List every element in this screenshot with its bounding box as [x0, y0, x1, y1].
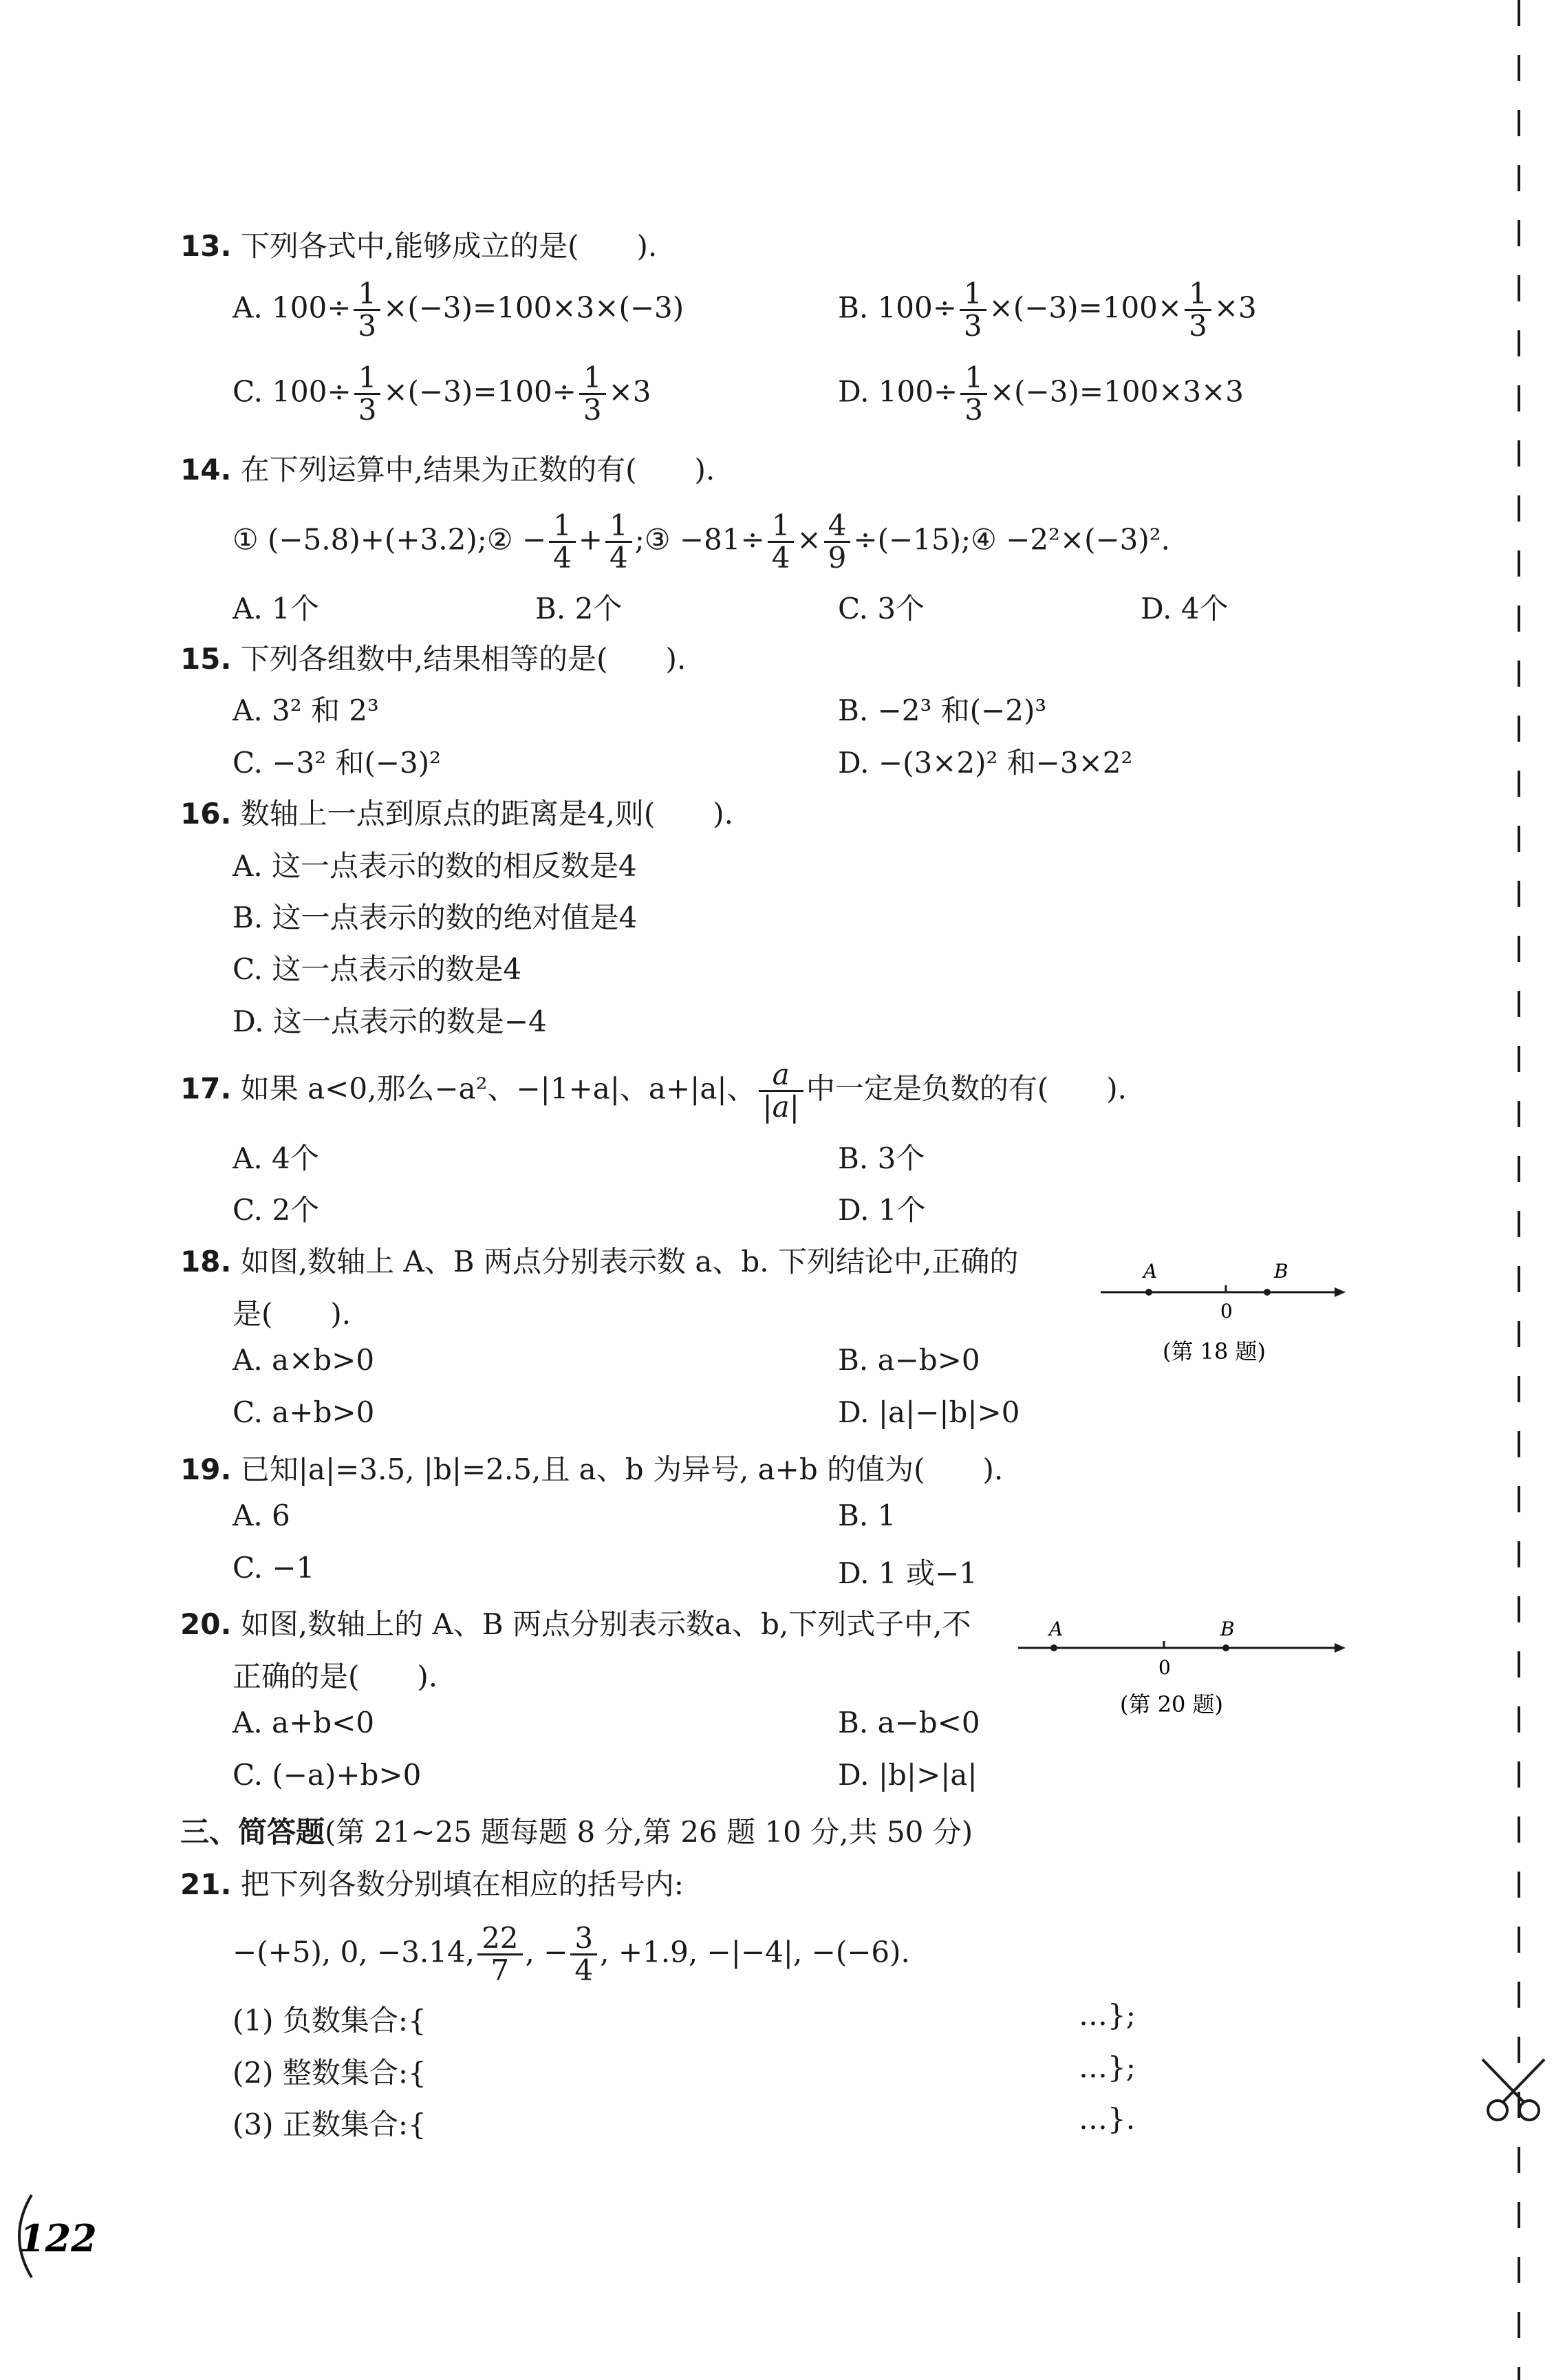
q14-option-a[interactable]: A. 1个 — [233, 592, 319, 625]
q18-option-a[interactable]: A. a×b>0 — [233, 1343, 375, 1377]
q18-stem-line2: 是( ). — [233, 1297, 352, 1331]
q15-option-b[interactable]: B. −2³ 和(−2)³ — [838, 694, 1047, 727]
label-b: B — [1220, 1618, 1235, 1640]
point-b — [1222, 1644, 1229, 1651]
label-a: A — [1049, 1618, 1064, 1640]
q20-option-b[interactable]: B. a−b<0 — [838, 1706, 980, 1739]
fraction: $\frac{a}{|a|}$ — [759, 1060, 803, 1122]
axis-arrow — [1335, 1643, 1346, 1653]
fraction: $\frac{1}{4}$ — [768, 511, 795, 573]
q19-stem: 19. 已知|a|=3.5, |b|=2.5,且 a、b 为异号, a+b 的值为( ). — [180, 1452, 1004, 1486]
q18-stem-line1: 18. 如图,数轴上 A、B 两点分别表示数 a、b. 下列结论中,正确的 — [180, 1245, 1019, 1278]
page-number-badge — [4, 2188, 97, 2284]
q21-set-integer-end: …}; — [1079, 2050, 1136, 2084]
q20-stem-line1: 20. 如图,数轴上的 A、B 两点分别表示数a、b,下列式子中,不 — [180, 1607, 971, 1641]
q18-option-c[interactable]: C. a+b>0 — [233, 1395, 375, 1429]
q17-option-a[interactable]: A. 4个 — [233, 1141, 319, 1175]
fraction: $\frac{1}{3}$ — [960, 279, 986, 341]
q13-option-a[interactable]: A. 100÷ $\frac{1}{3}$ ×(−3)=100×3×(−3) — [233, 277, 684, 343]
q20-number-line-figure — [1011, 1614, 1348, 1730]
scissors-icon — [1476, 2054, 1551, 2130]
q17-stem: 17. 如果 a<0,那么−a²、−|1+a|、a+|a|、 $\frac{a}{|a|}$ 中一定是负数的有( ). — [180, 1058, 1127, 1124]
q21-set-negative-end: …}; — [1079, 1998, 1136, 2032]
q17-option-c[interactable]: C. 2个 — [233, 1193, 320, 1227]
q18-number-line-figure — [1094, 1249, 1348, 1373]
q16-option-a[interactable]: A. 这一点表示的数的相反数是4 — [233, 849, 637, 883]
q18-option-b[interactable]: B. a−b>0 — [838, 1343, 980, 1377]
q16-option-c[interactable]: C. 这一点表示的数是4 — [233, 952, 522, 986]
axis-arrow — [1335, 1287, 1346, 1297]
figure-caption: (第 20 题) — [1120, 1691, 1224, 1717]
q13-option-b[interactable]: B. 100÷ $\frac{1}{3}$ ×(−3)=100× $\frac{1}{3}$ ×3 — [838, 277, 1257, 343]
q14-option-c[interactable]: C. 3个 — [838, 592, 925, 625]
fraction: $\frac{1}{3}$ — [1185, 279, 1211, 341]
label-zero: 0 — [1158, 1656, 1171, 1679]
fraction: $\frac{1}{4}$ — [549, 511, 576, 573]
label-b: B — [1274, 1260, 1288, 1283]
q21-number-list: −(+5), 0, −3.14, $\frac{22}{7}$ , − $\frac{3}{4}$ , +1.9, −|−4|, −(−6). — [233, 1921, 910, 1988]
q13-option-c[interactable]: C. 100÷ $\frac{1}{3}$ ×(−3)=100÷ $\frac{1}{3}$ ×3 — [233, 361, 651, 427]
figure-caption: (第 18 题) — [1163, 1338, 1266, 1364]
fraction: $\frac{1}{3}$ — [354, 279, 380, 341]
q13-stem: 13. 下列各式中,能够成立的是( ). — [180, 229, 658, 263]
fraction: $\frac{3}{4}$ — [570, 1923, 597, 1986]
q17-option-d[interactable]: D. 1个 — [838, 1193, 926, 1227]
q21-set-positive[interactable]: (3) 正数集合:{ — [233, 2108, 427, 2141]
label-zero: 0 — [1220, 1300, 1233, 1322]
q15-stem: 15. 下列各组数中,结果相等的是( ). — [180, 642, 687, 676]
q16-option-b[interactable]: B. 这一点表示的数的绝对值是4 — [233, 901, 638, 934]
q20-option-a[interactable]: A. a+b<0 — [233, 1706, 375, 1739]
q19-option-b[interactable]: B. 1 — [838, 1499, 896, 1532]
q16-option-d[interactable]: D. 这一点表示的数是−4 — [233, 1005, 547, 1038]
point-b — [1264, 1289, 1271, 1296]
section-heading: 三、简答题(第 21~25 题每题 8 分,第 26 题 10 分,共 50 分) — [180, 1815, 973, 1849]
q21-stem: 21. 把下列各数分别填在相应的括号内: — [180, 1867, 684, 1901]
fraction: $\frac{1}{3}$ — [579, 363, 606, 425]
q20-option-d[interactable]: D. |b|>|a| — [838, 1758, 978, 1792]
q15-option-d[interactable]: D. −(3×2)² 和−3×2² — [838, 746, 1133, 780]
q21-set-positive-end: …}. — [1079, 2102, 1136, 2136]
q20-stem-line2: 正确的是( ). — [233, 1660, 438, 1693]
q14-stem: 14. 在下列运算中,结果为正数的有( ). — [180, 453, 715, 486]
point-a — [1050, 1644, 1057, 1651]
q14-option-b[interactable]: B. 2个 — [535, 592, 623, 625]
label-a: A — [1143, 1260, 1158, 1283]
page-number: 122 — [19, 2216, 97, 2260]
q18-option-d[interactable]: D. |a|−|b|>0 — [838, 1395, 1020, 1429]
fraction: $\frac{1}{4}$ — [605, 511, 632, 573]
q16-stem: 16. 数轴上一点到原点的距离是4,则( ). — [180, 797, 733, 830]
q15-option-c[interactable]: C. −3² 和(−3)² — [233, 746, 441, 780]
q14-expression: ① (−5.8)+(+3.2);② − $\frac{1}{4}$ + $\frac{1}{4}$ ;③ −81÷ $\frac{1}{4}$ × $\frac{4}{9}$ ÷(−15);④ −2²×(−3)². — [233, 508, 1170, 575]
point-a — [1145, 1289, 1152, 1296]
cut-line — [1517, 0, 1521, 2380]
q19-option-d[interactable]: D. 1 或−1 — [838, 1556, 978, 1590]
q21-set-negative[interactable]: (1) 负数集合:{ — [233, 2004, 427, 2037]
q17-option-b[interactable]: B. 3个 — [838, 1141, 925, 1175]
q15-option-a[interactable]: A. 3² 和 2³ — [233, 694, 379, 727]
q19-option-c[interactable]: C. −1 — [233, 1551, 315, 1585]
q21-set-integer[interactable]: (2) 整数集合:{ — [233, 2056, 427, 2090]
q20-option-c[interactable]: C. (−a)+b>0 — [233, 1758, 422, 1792]
q14-option-d[interactable]: D. 4个 — [1141, 592, 1229, 625]
fraction: $\frac{1}{3}$ — [960, 363, 987, 425]
fraction: $\frac{22}{7}$ — [477, 1923, 522, 1986]
q13-option-d[interactable]: D. 100÷ $\frac{1}{3}$ ×(−3)=100×3×3 — [838, 361, 1244, 427]
fraction: $\frac{4}{9}$ — [824, 511, 851, 573]
fraction: $\frac{1}{3}$ — [354, 363, 381, 425]
q19-option-a[interactable]: A. 6 — [233, 1499, 290, 1532]
